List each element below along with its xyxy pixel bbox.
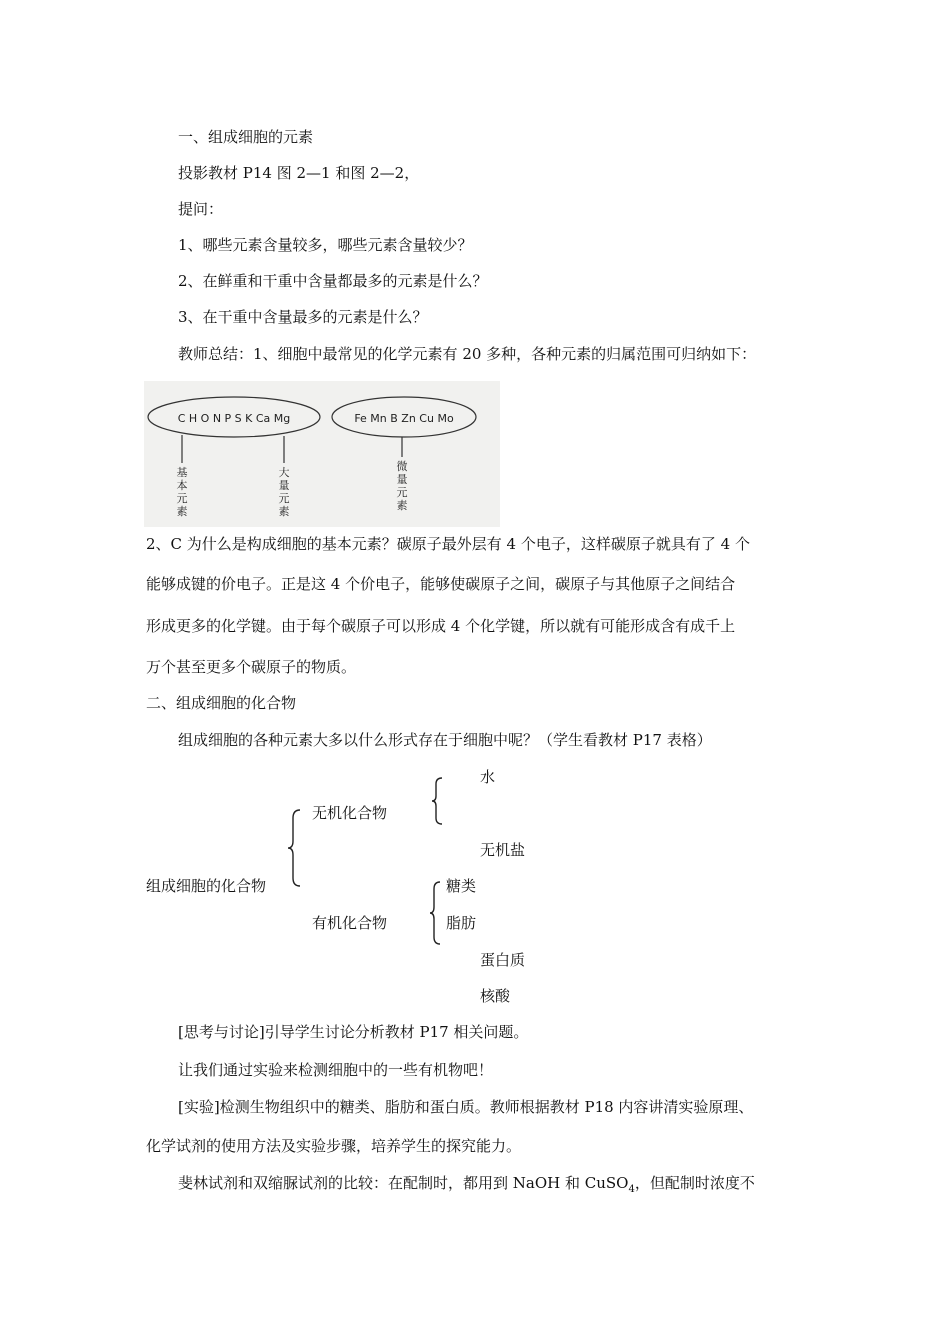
trace-label-1: 微 bbox=[396, 460, 408, 473]
basic-label-1: 基 bbox=[176, 466, 188, 479]
trace-label-2: 量 bbox=[396, 473, 408, 486]
organic-brace bbox=[428, 880, 442, 946]
discussion-text: [思考与讨论]引导学生讨论分析教材 P17 相关问题。 bbox=[178, 1023, 529, 1041]
tree-inorganic: 无机化合物 bbox=[312, 804, 388, 822]
lead-in-text: 让我们通过实验来检测细胞中的一些有机物吧！ bbox=[178, 1061, 494, 1079]
teacher-summary: 教师总结：1、细胞中最常见的化学元素有 20 多种，各种元素的归属范围可归纳如下： bbox=[178, 345, 757, 363]
tree-water: 水 bbox=[480, 768, 496, 786]
major-label-1: 大 bbox=[278, 466, 290, 479]
tree-fat: 脂肪 bbox=[446, 914, 477, 932]
experiment-line-2: 化学试剂的使用方法及实验步骤，培养学生的探究能力。 bbox=[146, 1137, 522, 1155]
basic-label-4: 素 bbox=[176, 505, 188, 518]
tree-protein: 蛋白质 bbox=[480, 951, 526, 969]
tree-organic: 有机化合物 bbox=[312, 914, 388, 932]
major-label-2: 量 bbox=[278, 479, 290, 492]
section-heading-elements: 一、组成细胞的元素 bbox=[178, 128, 314, 146]
trace-label-3: 元 bbox=[396, 486, 408, 499]
carbon-paragraph-line-2: 能够成键的价电子。正是这 4 个价电子，能够使碳原子之间，碳原子与其他原子之间结合 bbox=[146, 575, 736, 593]
trace-label-4: 素 bbox=[396, 499, 408, 512]
tree-salt: 无机盐 bbox=[480, 841, 526, 859]
major-label-4: 素 bbox=[278, 505, 290, 518]
compounds-question: 组成细胞的各种元素大多以什么形式存在于细胞中呢？（学生看教材 P17 表格） bbox=[178, 731, 712, 749]
carbon-paragraph-line-1: 2、C 为什么是构成细胞的基本元素？碳原子最外层有 4 个电子，这样碳原子就具有了 4 个 bbox=[146, 535, 750, 553]
question-1: 1、哪些元素含量较多，哪些元素含量较少？ bbox=[178, 236, 473, 254]
carbon-paragraph-line-3: 形成更多的化学键。由于每个碳原子可以形成 4 个化学键，所以就有可能形成含有成千上 bbox=[146, 617, 736, 635]
root-brace bbox=[286, 808, 302, 888]
inorganic-brace bbox=[430, 776, 444, 826]
tree-sugar: 糖类 bbox=[446, 877, 477, 895]
major-label-3: 元 bbox=[278, 492, 290, 505]
ask-text: 提问： bbox=[178, 200, 224, 218]
tree-root: 组成细胞的化合物 bbox=[146, 877, 267, 895]
question-3: 3、在干重中含量最多的元素是什么？ bbox=[178, 308, 428, 326]
basic-label-2: 本 bbox=[176, 479, 188, 492]
micro-elements-text: Fe Mn B Zn Cu Mo bbox=[354, 412, 454, 425]
carbon-paragraph-line-4: 万个甚至更多个碳原子的物质。 bbox=[146, 658, 357, 676]
section-heading-compounds: 二、组成细胞的化合物 bbox=[146, 694, 297, 712]
reagent-comparison-subscript: 4 bbox=[628, 1184, 635, 1195]
tree-nucleic: 核酸 bbox=[480, 987, 511, 1005]
element-classification-figure bbox=[144, 381, 500, 527]
question-2: 2、在鲜重和干重中含量都最多的元素是什么？ bbox=[178, 272, 488, 290]
basic-label-3: 元 bbox=[176, 492, 188, 505]
macro-elements-text: C H O N P S K Ca Mg bbox=[177, 412, 291, 425]
reagent-comparison bbox=[178, 1173, 755, 1200]
projection-text: 投影教材 P14 图 2—1 和图 2—2， bbox=[178, 164, 420, 182]
experiment-line-1: [实验]检测生物组织中的糖类、脂肪和蛋白质。教师根据教材 P18 内容讲清实验原理、 bbox=[178, 1098, 754, 1116]
reagent-comparison-before: 斐林试剂和双缩脲试剂的比较：在配制时，都用到 NaOH 和 CuSO bbox=[178, 1174, 629, 1192]
reagent-comparison-after: ，但配制时浓度不 bbox=[634, 1174, 755, 1192]
